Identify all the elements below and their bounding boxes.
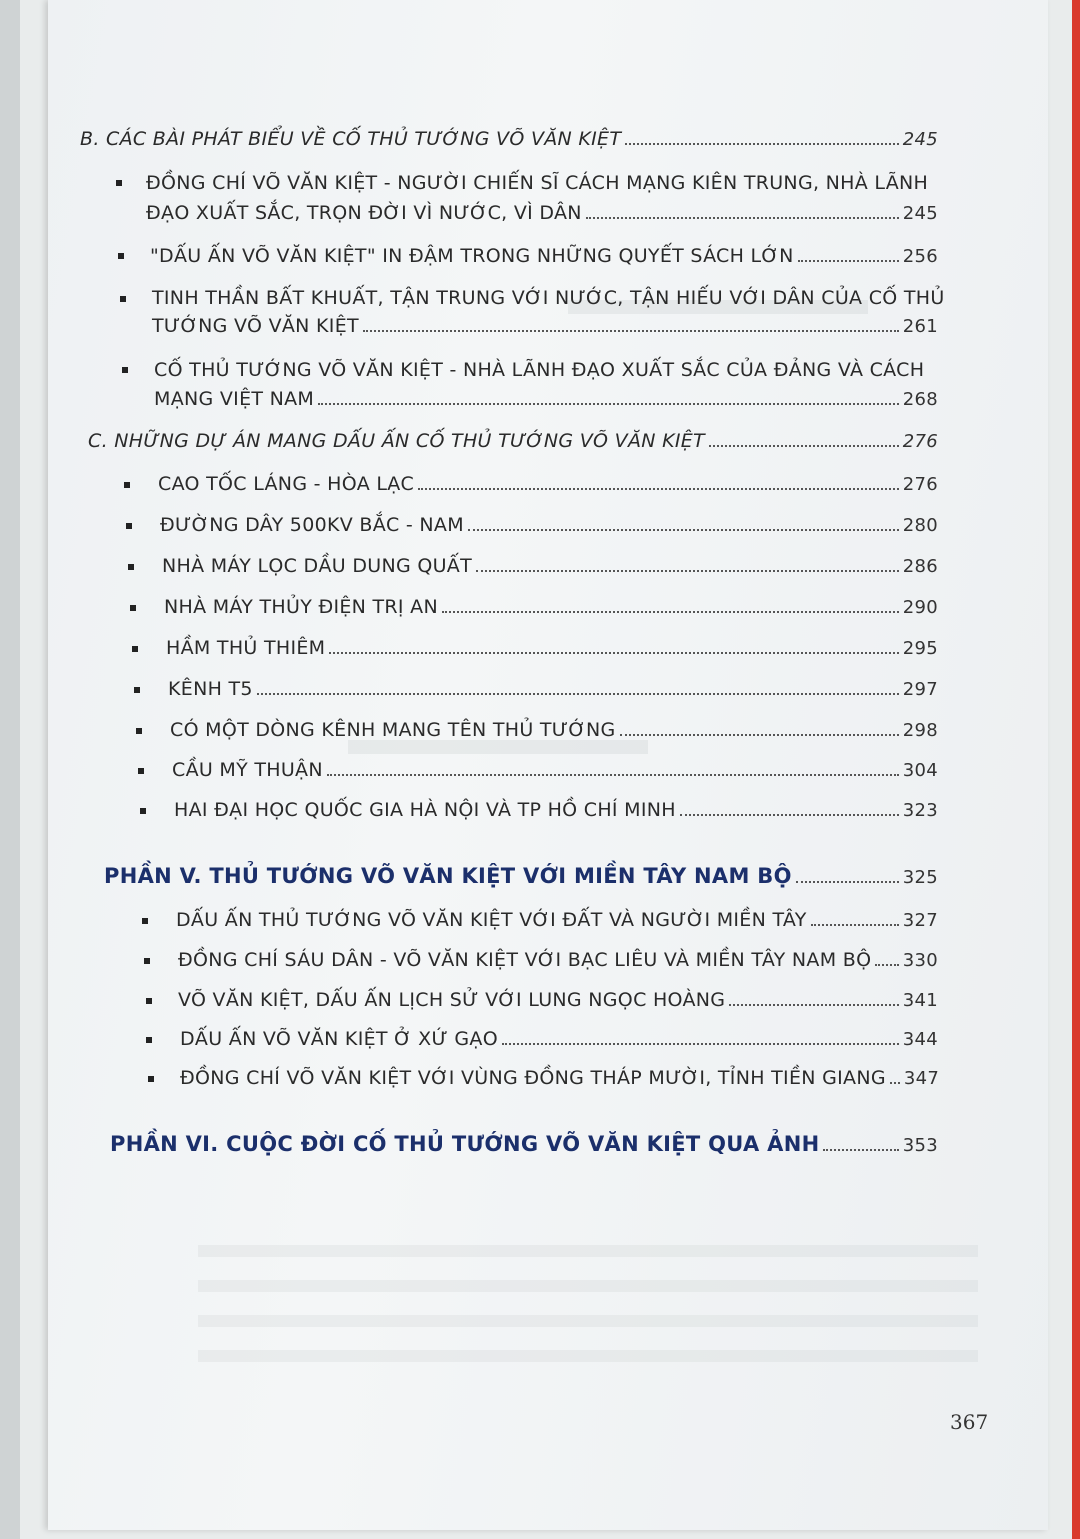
- toc-entry-title: B. CÁC BÀI PHÁT BIỂU VỀ CỐ THỦ TƯỚNG VÕ VĂN KIỆT: [80, 128, 622, 150]
- bullet-icon: [142, 918, 148, 924]
- leader-dots: [620, 734, 899, 736]
- toc-entry-b3[interactable]: [152, 315, 938, 337]
- toc-entry-p5-5[interactable]: [180, 1067, 938, 1089]
- toc-entry-c7[interactable]: [170, 719, 938, 741]
- toc-entry-title: NHÀ MÁY THỦY ĐIỆN TRỊ AN: [164, 596, 438, 618]
- toc-entry-title: NHÀ MÁY LỌC DẦU DUNG QUẤT: [162, 555, 472, 577]
- bullet-icon: [148, 1076, 154, 1082]
- leader-dots: [875, 964, 898, 966]
- toc-page-number: 245: [902, 203, 938, 224]
- toc-entry-title: CAO TỐC LÁNG - HÒA LẠC: [158, 473, 415, 495]
- toc-page-number: 298: [902, 720, 938, 741]
- toc-entry-b1[interactable]: [146, 202, 938, 224]
- leader-dots: [502, 1043, 899, 1045]
- toc-entry-title: CÓ MỘT DÒNG KÊNH MANG TÊN THỦ TƯỚNG: [170, 719, 616, 741]
- toc-page-number: 330: [902, 950, 938, 971]
- toc-page-number: 353: [902, 1135, 938, 1156]
- toc-entry-p5-1[interactable]: [176, 909, 938, 931]
- toc-entry-title: MẠNG VIỆT NAM: [154, 388, 315, 410]
- leader-dots: [811, 924, 899, 926]
- leader-dots: [468, 529, 899, 531]
- toc-entry-title: CẦU MỸ THUẬN: [172, 759, 323, 781]
- leader-dots: [418, 488, 899, 490]
- bullet-icon: [136, 728, 142, 734]
- toc-entry-b2[interactable]: [150, 245, 938, 267]
- bullet-icon: [118, 253, 124, 259]
- toc-entry-line: CỐ THỦ TƯỚNG VÕ VĂN KIỆT - NHÀ LÃNH ĐẠO XUẤT SẮC CỦA ĐẢNG VÀ CÁCH: [154, 359, 925, 381]
- toc-page-number: 297: [902, 679, 938, 700]
- toc-entry-c6[interactable]: [168, 678, 938, 700]
- toc-page-number: 276: [902, 474, 938, 495]
- toc-page-number: 286: [902, 556, 938, 577]
- toc-entry-c3[interactable]: [162, 555, 938, 577]
- toc-entry-c8[interactable]: [172, 759, 938, 781]
- leader-dots: [680, 814, 899, 816]
- leader-dots: [329, 652, 898, 654]
- toc-page-number: 295: [902, 638, 938, 659]
- toc-section-c[interactable]: [88, 430, 938, 452]
- toc-page-number: 245: [902, 129, 938, 150]
- bullet-icon: [120, 296, 126, 302]
- leader-dots: [796, 881, 899, 883]
- toc-entry-title: HẦM THỦ THIÊM: [166, 637, 326, 659]
- bullet-icon: [134, 687, 140, 693]
- toc-entry-p5-4[interactable]: [180, 1028, 938, 1050]
- toc-page-number: 256: [902, 246, 938, 267]
- toc-section-b[interactable]: [80, 128, 938, 150]
- toc-page-number: 325: [902, 867, 938, 888]
- toc-page-number: 280: [902, 515, 938, 536]
- toc-entry-title: ĐẠO XUẤT SẮC, TRỌN ĐỜI VÌ NƯỚC, VÌ DÂN: [146, 202, 582, 224]
- leader-dots: [257, 693, 899, 695]
- leader-dots: [729, 1004, 898, 1006]
- toc-part-6[interactable]: [110, 1132, 938, 1156]
- toc-page-number: 304: [902, 760, 938, 781]
- bullet-icon: [130, 605, 136, 611]
- bullet-icon: [146, 998, 152, 1004]
- toc-entry-title: "DẤU ẤN VÕ VĂN KIỆT" IN ĐẬM TRONG NHỮNG QUYẾT SÁCH LỚN: [150, 245, 794, 267]
- bullet-icon: [140, 808, 146, 814]
- show-through-2: [348, 740, 648, 754]
- leader-dots: [318, 403, 899, 405]
- toc-entry-title: KÊNH T5: [168, 678, 253, 700]
- toc-page-number: 327: [902, 910, 938, 931]
- bullet-icon: [138, 768, 144, 774]
- bullet-icon: [116, 180, 122, 186]
- toc-entry-c4[interactable]: [164, 596, 938, 618]
- bullet-icon: [144, 958, 150, 964]
- toc-page-number: 347: [903, 1068, 940, 1089]
- page-number: 367: [950, 1410, 989, 1434]
- toc-entry-c9[interactable]: [174, 799, 938, 821]
- toc-entry-title: HAI ĐẠI HỌC QUỐC GIA HÀ NỘI VÀ TP HỒ CHÍ MINH: [174, 799, 676, 821]
- toc-entry-title: PHẦN V. THỦ TƯỚNG VÕ VĂN KIỆT VỚI MIỀN TÂY NAM BỘ: [104, 864, 792, 888]
- toc-entry-title: C. NHỮNG DỰ ÁN MANG DẤU ẤN CỐ THỦ TƯỚNG VÕ VĂN KIỆT: [88, 430, 705, 452]
- show-through-5: [198, 1315, 978, 1327]
- show-through-4: [198, 1280, 978, 1292]
- toc-entry-title: DẤU ẤN VÕ VĂN KIỆT Ở XỨ GẠO: [180, 1028, 498, 1050]
- toc-entry-title: ĐỒNG CHÍ SÁU DÂN - VÕ VĂN KIỆT VỚI BẠC LIÊU VÀ MIỀN TÂY NAM BỘ: [178, 949, 872, 971]
- toc-entry-title: ĐƯỜNG DÂY 500KV BẮC - NAM: [160, 514, 464, 536]
- bullet-icon: [124, 482, 130, 488]
- toc-entry-title: TƯỚNG VÕ VĂN KIỆT: [152, 315, 359, 337]
- leader-dots: [798, 260, 899, 262]
- toc-page-number: 341: [902, 990, 938, 1011]
- leader-dots: [625, 143, 898, 145]
- bullet-icon: [122, 367, 128, 373]
- leader-dots: [476, 570, 899, 572]
- toc-entry-c2[interactable]: [160, 514, 938, 536]
- leader-dots: [442, 611, 899, 613]
- toc-entry-b4[interactable]: [154, 388, 938, 410]
- toc-entry-title: ĐỒNG CHÍ VÕ VĂN KIỆT VỚI VÙNG ĐỒNG THÁP MƯỜI, TỈNH TIỀN GIANG: [180, 1067, 886, 1089]
- toc-part-5[interactable]: [104, 864, 938, 888]
- toc-page-number: 344: [902, 1029, 938, 1050]
- leader-dots: [586, 217, 899, 219]
- leader-dots: [363, 330, 899, 332]
- toc-entry-c5[interactable]: [166, 637, 938, 659]
- bullet-icon: [128, 564, 134, 570]
- toc-entry-line: ĐỒNG CHÍ VÕ VĂN KIỆT - NGƯỜI CHIẾN SĨ CÁCH MẠNG KIÊN TRUNG, NHÀ LÃNH: [146, 172, 929, 194]
- show-through-6: [198, 1350, 978, 1362]
- toc-entry-title: PHẦN VI. CUỘC ĐỜI CỐ THỦ TƯỚNG VÕ VĂN KIỆT QUA ẢNH: [110, 1132, 820, 1156]
- toc-page-number: 268: [902, 389, 938, 410]
- toc-page-number: 323: [902, 800, 938, 821]
- leader-dots: [709, 445, 899, 447]
- toc-page: [48, 0, 1048, 1530]
- toc-entry-title: VÕ VĂN KIỆT, DẤU ẤN LỊCH SỬ VỚI LUNG NGỌC HOÀNG: [178, 989, 726, 1011]
- leader-dots: [890, 1082, 900, 1084]
- bullet-icon: [132, 646, 138, 652]
- toc-entry-title: DẤU ẤN THỦ TƯỚNG VÕ VĂN KIỆT VỚI ĐẤT VÀ NGƯỜI MIỀN TÂY: [176, 909, 807, 931]
- toc-page-number: 261: [902, 316, 938, 337]
- toc-entry-p5-2[interactable]: [178, 949, 938, 971]
- leader-dots: [823, 1149, 898, 1151]
- show-through-3: [198, 1245, 978, 1257]
- bullet-icon: [126, 523, 132, 529]
- bullet-icon: [146, 1037, 152, 1043]
- leader-dots: [327, 774, 899, 776]
- toc-entry-line: TINH THẦN BẤT KHUẤT, TẬN TRUNG VỚI NƯỚC, TẬN HIẾU VỚI DÂN CỦA CỐ THỦ: [152, 287, 945, 309]
- toc-entry-p5-3[interactable]: [178, 989, 938, 1011]
- toc-entry-c1[interactable]: [158, 473, 938, 495]
- toc-page-number: 276: [902, 431, 938, 452]
- toc-page-number: 290: [902, 597, 938, 618]
